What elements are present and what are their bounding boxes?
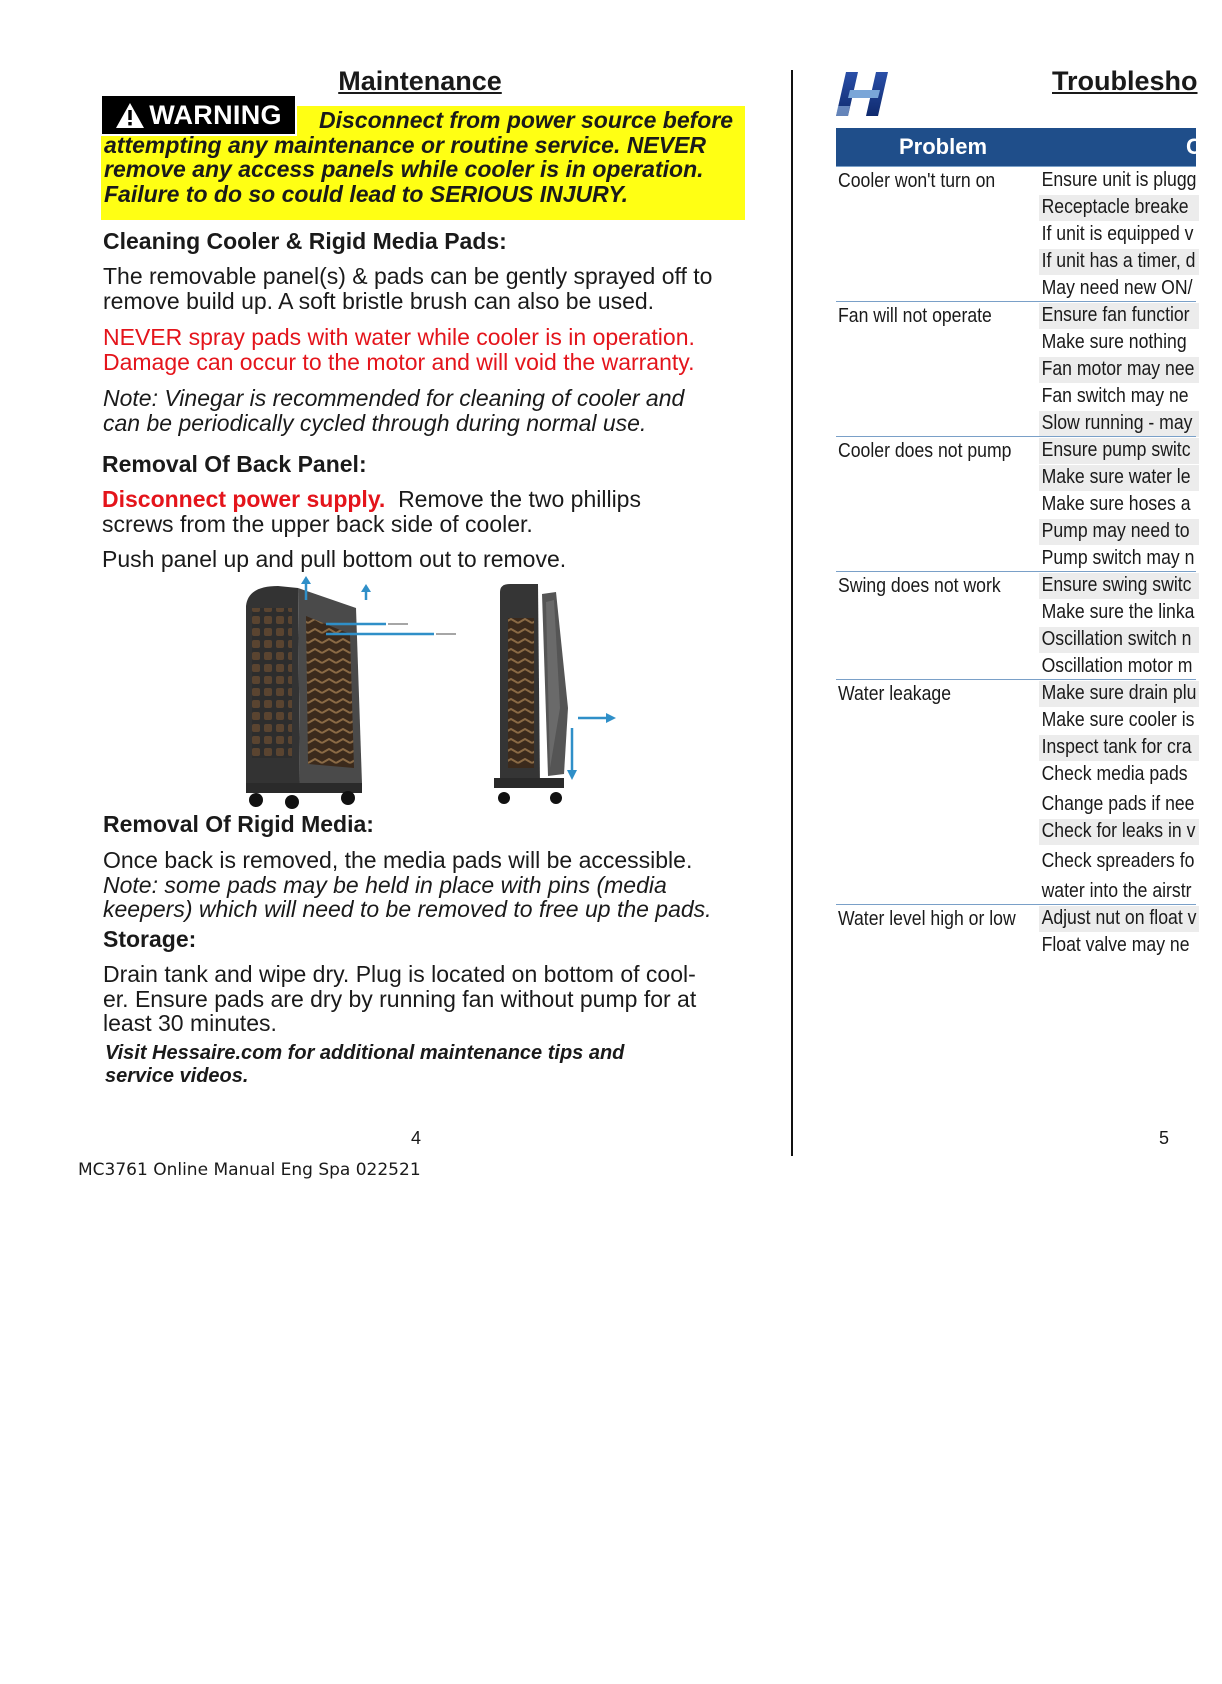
document-footer: MC3761 Online Manual Eng Spa 022521 [78,1160,421,1180]
problem-label: Water level high or low [838,907,1016,930]
text-line: The removable panel(s) & pads can be gently sprayed off to [103,263,713,289]
solution-cell [1039,465,1199,491]
solution-cell [1039,168,1199,194]
back-panel-instruction: Push panel up and pull bottom out to remove. [102,546,567,572]
solution-text: If unit has a timer, d [1041,249,1196,272]
solution-text: Ensure pump switc [1041,438,1191,461]
arrows-right [567,713,616,780]
solution-cell [1039,681,1199,707]
solution-cell [1039,222,1199,248]
storage-paragraph [103,962,696,1036]
solution-text: water into the airstr [1041,879,1192,902]
cleaning-note [103,386,684,435]
problem-label: Water leakage [838,682,952,705]
solution-text: Change pads if nee [1041,792,1195,815]
solution-text: Inspect tank for cra [1041,735,1192,758]
solution-cell [1039,627,1199,653]
back-panel-paragraph [102,487,641,536]
solution-text: Pump switch may n [1041,546,1195,569]
solution-cell [1039,792,1199,818]
solution-cell [1039,303,1199,329]
cooler-right [494,584,568,804]
solution-text: Pump may need to [1041,519,1190,542]
warning-line: Disconnect from power source before [319,107,734,133]
text-line: service videos. [105,1065,249,1087]
header-problem: Problem [899,134,988,159]
solution-text: Fan motor may nee [1041,357,1195,380]
solution-cell [1039,357,1199,383]
back-panel-removal-illustration [238,578,648,810]
table-row-group [836,571,1196,680]
solution-text: Make sure water le [1041,465,1191,488]
solution-text: Check for leaks in v [1041,819,1196,842]
solution-cell [1039,849,1199,875]
solution-text: Slow running - may [1041,411,1193,434]
page-number-right: 5 [1159,1128,1170,1148]
rigid-media-heading: Removal Of Rigid Media: [103,811,374,837]
visit-website-note [105,1042,624,1088]
problem-label: Fan will not operate [838,304,992,327]
warning-badge-label: WARNING [149,99,282,130]
problem-label: Cooler does not pump [838,439,1012,462]
solution-cell [1039,879,1199,905]
solution-text: Make sure cooler is [1041,708,1195,731]
text-line: screws from the upper back side of cooler. [102,510,533,537]
solution-cell [1039,762,1199,788]
solution-text: Oscillation switch n [1041,627,1192,650]
text-line: er. Ensure pads are dry by running fan without pump for at [103,985,697,1012]
solution-cell [1039,708,1199,734]
table-row-group [836,166,1196,302]
solution-text: Ensure swing switc [1041,573,1192,596]
cleaning-warning [103,325,695,374]
text-line: keepers) which will need to be removed to free up the pads. [103,896,712,922]
warning-line: attempting any maintenance or routine service. NEVER [104,131,706,158]
text-span: Remove the two phillips [385,486,641,512]
solution-cell [1039,819,1199,845]
problem-label: Cooler won't turn on [838,169,996,192]
page-title: Maintenance [338,66,502,96]
solution-text: Oscillation motor m [1041,654,1193,677]
storage-heading: Storage: [103,926,197,952]
solution-cell [1039,438,1199,464]
solution-cell [1039,600,1199,626]
text-line: Drain tank and wipe dry. Plug is located on bottom of cool- [103,961,696,987]
solution-cell [1039,492,1199,518]
troubleshooting-table [836,166,1196,966]
text-line: Visit Hessaire.com for additional maintenance tips and [105,1042,625,1064]
warning-line: Failure to do so could lead to SERIOUS INJURY. [104,180,628,207]
solution-text: Make sure hoses a [1041,492,1191,515]
cooler-left [246,586,362,809]
warning-line: remove any access panels while cooler is in operation. [104,156,704,182]
table-row-group [836,436,1196,572]
solution-text: Float valve may ne [1041,933,1190,956]
solution-cell [1039,249,1199,275]
solution-text: Adjust nut on float v [1041,906,1197,929]
table-row-group [836,904,1196,959]
solution-cell [1039,573,1199,599]
text-line: least 30 minutes. [103,1010,277,1036]
table-row-group [836,679,1196,905]
rigid-media-paragraph [103,848,712,922]
back-panel-heading: Removal Of Back Panel: [102,451,367,477]
solution-cell [1039,933,1199,959]
page-divider [791,70,793,1156]
hessaire-logo-icon [836,70,896,118]
solution-cell [1039,330,1199,356]
solution-text: Check media pads [1041,762,1188,785]
solution-text: Receptacle breake [1041,195,1189,218]
power-warning: Disconnect power supply. [102,486,386,512]
solution-text: Ensure fan functior [1041,303,1190,326]
solution-text: If unit is equipped v [1041,222,1194,245]
solution-cell [1039,906,1199,932]
text-line: can be periodically cycled through during normal use. [103,409,647,436]
warning-text [104,108,744,206]
problem-label: Swing does not work [838,574,1001,597]
text-line: remove build up. A soft bristle brush can also be used. [103,287,655,314]
solution-cell [1039,411,1199,437]
solution-text: Make sure the linka [1041,600,1195,623]
header-solution: C [1186,134,1202,159]
text-line: Damage can occur to the motor and will void the warranty. [103,348,695,375]
cleaning-paragraph [103,264,712,313]
solution-cell [1039,735,1199,761]
solution-text: Fan switch may ne [1041,384,1189,407]
solution-text: Make sure drain plu [1041,681,1197,704]
solution-cell [1039,519,1199,545]
text-line: Note: some pads may be held in place with pins (media [103,871,667,898]
table-header [836,128,1202,166]
solution-cell [1039,276,1199,302]
troubleshooting-title: Troublesho [1052,66,1198,96]
solution-cell [1039,546,1199,572]
solution-text: Ensure unit is plugg [1041,168,1197,191]
page-number-left: 4 [411,1128,422,1148]
text-line: Once back is removed, the media pads will be accessible. [103,847,693,873]
solution-text: May need new ON/ [1041,276,1193,299]
table-row-group [836,301,1196,437]
solution-text: Check spreaders fo [1041,849,1195,872]
solution-cell [1039,384,1199,410]
solution-cell [1039,195,1199,221]
solution-cell [1039,654,1199,680]
text-line: Note: Vinegar is recommended for cleaning of cooler and [103,385,685,411]
solution-text: Make sure nothing [1041,330,1187,353]
cleaning-heading: Cleaning Cooler & Rigid Media Pads: [103,228,507,254]
text-line: NEVER spray pads with water while cooler is in operation. [103,324,695,350]
